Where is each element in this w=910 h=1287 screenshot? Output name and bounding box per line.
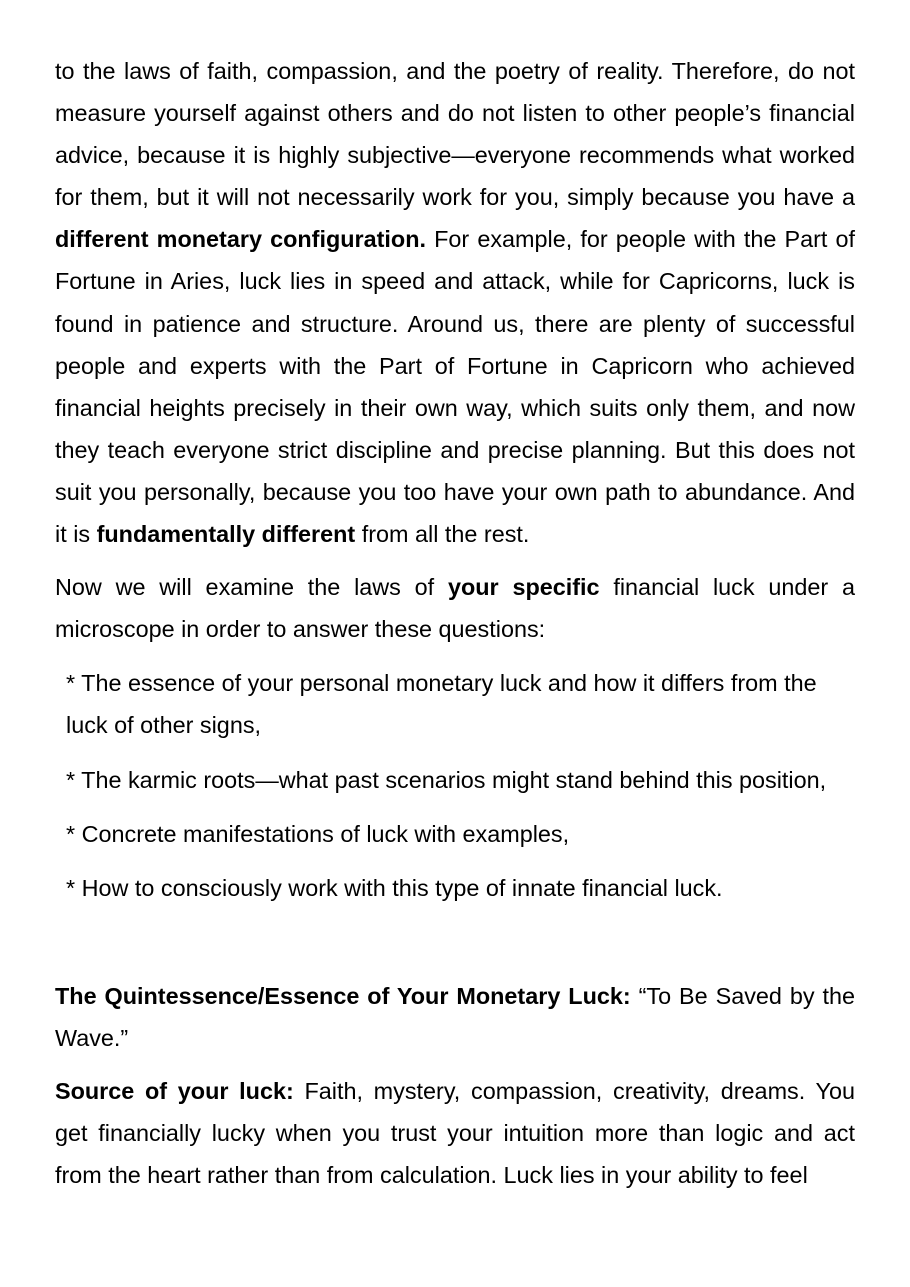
quintessence-paragraph — [55, 975, 855, 1059]
question-item: * How to consciously work with this type of innate financial luck. — [66, 874, 723, 901]
source-paragraph — [55, 1070, 855, 1196]
quintessence-text: “To Be Saved by the Wave.” — [55, 982, 856, 1051]
examine-bold-1: your specific — [447, 574, 600, 601]
examine-text-2: financial luck under a microscope in order to answer these questions: — [55, 574, 855, 643]
intro-text-1: to the laws of faith, compassion, and the poetry of reality. Therefore, do not measure yourself against others and do not listen to other people’s financial advice, because it is highly subjective—everyone recommends what worked for them, but it will not necessarily work for you, simply because you have a — [55, 58, 855, 211]
quintessence-heading: The Quintessence/Essence of Your Monetary Luck: — [55, 982, 631, 1009]
intro-paragraph — [55, 50, 855, 555]
intro-text-2: For example, for people with the Part of Fortune in Aries, luck lies in speed and attack, while for Capricorns, luck is found in patience and structure. Around us, there are plenty of successful people and experts with the Part of Fortune in Capricorn who achieved financial heights precisely in their own way, which suits only them, and now they teach everyone strict discipline and precise planning. But this does not suit you personally, because you too have your own path to abundance. And it is — [55, 226, 855, 548]
section-spacer — [55, 909, 855, 975]
questions-list — [55, 662, 855, 908]
question-item: * The karmic roots—what past scenarios might stand behind this position, — [66, 766, 827, 793]
intro-bold-2: fundamentally different — [96, 521, 356, 548]
intro-text-3: from all the rest. — [355, 521, 530, 548]
question-item: * Concrete manifestations of luck with examples, — [66, 820, 570, 847]
source-heading: Source of your luck: — [55, 1077, 294, 1104]
examine-text-1: Now we will examine the laws of — [55, 574, 448, 601]
document-page — [55, 50, 855, 1196]
question-item: * The essence of your personal monetary luck and how it differs from the luck of other signs, — [66, 670, 817, 739]
source-text: Faith, mystery, compassion, creativity, dreams. You get financially lucky when you trust your intuition more than logic and act from the heart rather than from calculation. Luck lies in your ability to feel — [55, 1077, 855, 1189]
examine-paragraph — [55, 566, 855, 650]
intro-bold-1: different monetary configuration. — [55, 226, 427, 253]
